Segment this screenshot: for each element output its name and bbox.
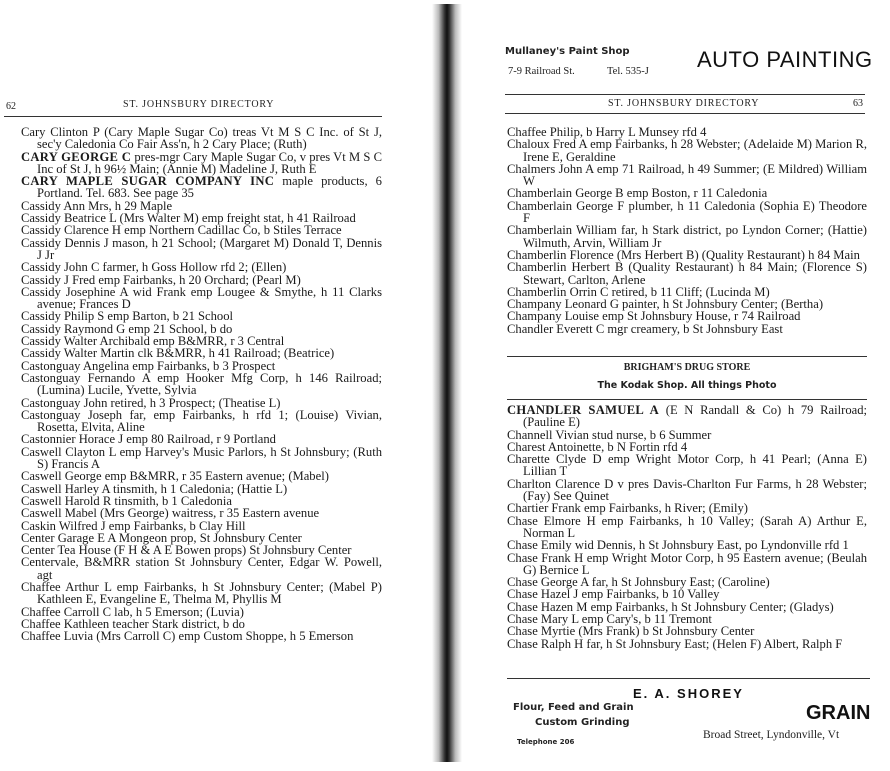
left-page: [0, 0, 410, 771]
ad-line-1: Flour, Feed and Grain: [513, 702, 634, 713]
entry-text: Channell Vivian stud nurse, b 6 Summer: [507, 427, 712, 442]
ad-headline: GRAIN: [806, 702, 871, 724]
ad-address: 7-9 Railroad St.: [508, 66, 575, 77]
entry-text: Chaffee Kathleen teacher Stark district, b do: [21, 616, 245, 631]
ad-rule: [507, 678, 870, 679]
ad-business-name: BRIGHAM'S DRUG STORE: [623, 362, 751, 373]
entry-text: Cassidy Josephine A wid Frank emp Lougee & Smythe, h 11 Clarks avenue; Frances D: [21, 284, 382, 312]
entry-text: Castonguay Angelina emp Fairbanks, b 3 Prospect: [21, 358, 276, 373]
entry-text: Castonguay John retired, h 3 Prospect; (Theatise L): [21, 395, 281, 410]
directory-entry: [507, 453, 867, 478]
entry-text: Castonguay Fernando A emp Hooker Mfg Corp, h 146 Railroad; (Lumina) Lucile, Yvette, Sylvia: [21, 370, 382, 398]
directory-entries-top: [507, 126, 867, 335]
directory-entry: [507, 200, 867, 225]
entry-text: Cassidy Raymond G emp 21 School, b do: [21, 321, 233, 336]
ad-phone: Telephone 206: [517, 738, 575, 746]
entry-text: Chase Myrtie (Mrs Frank) b St Johnsbury Center: [507, 624, 755, 639]
directory-entry: [507, 261, 867, 286]
entry-text: Cassidy John C farmer, h Goss Hollow rfd 2; (Ellen): [21, 260, 287, 275]
entry-text: Chartier Frank emp Fairbanks, h River; (Emily): [507, 501, 748, 516]
entry-text: Chamberlain William far, h Stark district, po Lyndon Corner; (Hattie) Wilmuth, Arvin, William Jr: [507, 223, 867, 250]
entry-text: Chaffee Carroll C lab, h 5 Emerson; (Luvia): [21, 604, 244, 619]
directory-entry: [21, 175, 382, 200]
entry-text: Chalmers John A emp 71 Railroad, h 49 Summer; (E Mildred) William W: [507, 161, 867, 189]
entry-text: Cassidy Philip S emp Barton, b 21 School: [21, 309, 234, 324]
entry-text: Chase Emily wid Dennis, h St Johnsbury East, po Lyndonville rfd 1: [507, 538, 849, 553]
header-rule: [505, 113, 865, 114]
directory-entries: [21, 126, 382, 642]
ad-phone: Tel. 535-J: [607, 66, 649, 77]
entry-text: Cassidy Walter Archibald emp B&MRR, r 3 Central: [21, 334, 285, 349]
entry-text: Chamberlain George B emp Boston, r 11 Caledonia: [507, 186, 768, 201]
entry-text: maple products, 6 Portland. Tel. 683. See page 35: [37, 174, 382, 201]
directory-entry: [507, 163, 867, 188]
entry-text: Castonguay Joseph far, emp Fairbanks, h rfd 1; (Louise) Vivian, Rosetta, Elvita, Aline: [21, 407, 382, 435]
entry-text: Cassidy Ann Mrs, h 29 Maple: [21, 198, 173, 213]
entry-text: Chamberlin Orrin C retired, b 11 Cliff; (Lucinda M): [507, 284, 770, 299]
entry-text: Chamberlin Florence (Mrs Herbert B) (Quality Restaurant) h 84 Main: [507, 247, 860, 262]
ad-line-2: Custom Grinding: [535, 717, 630, 728]
entry-text: Centervale, B&MRR station St Johnsbury Center, Edgar W. Powell, agt: [21, 555, 382, 582]
entry-text: Charlton Clarence D v pres Davis-Charlton Fur Farms, h 28 Webster; (Fay) See Quinet: [507, 476, 867, 504]
entry-name-bold: CARY GEORGE C: [21, 149, 132, 164]
directory-entry: [21, 630, 382, 642]
entry-text: Chase Mary L emp Cary's, b 11 Tremont: [507, 612, 712, 627]
directory-entries-bottom: [507, 404, 867, 650]
ad-headline: AUTO PAINTING: [697, 47, 873, 72]
ad-rule-bottom: [507, 399, 867, 400]
entry-text: Charest Antoinette, b N Fortin rfd 4: [507, 439, 688, 454]
entry-text: Chase George A far, h St Johnsbury East; (Caroline): [507, 575, 770, 590]
entry-text: Center Garage E A Mongeon prop, St Johnsbury Center: [21, 530, 302, 545]
ad-tagline: The Kodak Shop. All things Photo: [597, 380, 777, 391]
entry-text: Cassidy Walter Martin clk B&MRR, h 41 Railroad; (Beatrice): [21, 346, 335, 361]
entry-text: Cassidy Clarence H emp Northern Cadillac Co, b Stiles Terrace: [21, 223, 342, 238]
directory-entry: [507, 404, 867, 429]
entry-text: Champany Leonard G painter, h St Johnsbury Center; (Bertha): [507, 297, 824, 312]
directory-entry: [507, 638, 867, 650]
entry-name-bold: CHANDLER SAMUEL A: [507, 403, 660, 417]
entry-text: Cassidy Beatrice L (Mrs Walter M) emp freight stat, h 41 Railroad: [21, 211, 356, 226]
entry-name-bold: CARY MAPLE SUGAR COMPANY INC: [21, 174, 275, 189]
entry-text: (E N Randall & Co) h 79 Railroad; (Pauline E): [523, 403, 867, 430]
ad-rule: [505, 94, 865, 95]
right-page: [495, 0, 890, 771]
directory-entry: [507, 515, 867, 540]
entry-text: Cassidy J Fred emp Fairbanks, h 20 Orchard; (Pearl M): [21, 272, 301, 287]
entry-text: Caswell Mabel (Mrs George) waitress, r 35 Eastern avenue: [21, 506, 320, 521]
entry-text: Chamberlin Herbert B (Quality Restaurant) h 84 Main; (Florence S) Stewart, Carlton, Arlene: [507, 260, 867, 287]
entry-text: Chase Hazen M emp Fairbanks, h St Johnsbury Center; (Gladys): [507, 599, 834, 614]
header-rule: [4, 116, 382, 117]
entry-text: Caswell George emp B&MRR, r 35 Eastern avenue; (Mabel): [21, 469, 329, 484]
entry-text: Chase Elmore H emp Fairbanks, h 10 Valley; (Sarah A) Arthur E, Norman L: [507, 513, 867, 540]
running-head: ST. JOHNSBURY DIRECTORY: [608, 98, 760, 109]
directory-entry: [21, 409, 382, 434]
directory-entry: [21, 556, 382, 581]
entry-text: Caswell Clayton L emp Harvey's Music Parlors, h St Johnsbury; (Ruth S) Francis A: [21, 444, 382, 472]
entry-text: Caskin Wilfred J emp Fairbanks, b Clay Hill: [21, 518, 246, 533]
directory-entry: [21, 446, 382, 471]
page-number: 63: [853, 98, 863, 109]
entry-text: Champany Louise emp St Johnsbury House, r 74 Railroad: [507, 309, 801, 324]
entry-text: Caswell Harley A tinsmith, h 1 Caledonia; (Hattie L): [21, 481, 288, 496]
entry-text: Chandler Everett C mgr creamery, b St Johnsbury East: [507, 321, 783, 336]
ad-business-name: E. A. SHOREY: [633, 686, 744, 701]
entry-text: Chaffee Philip, b Harry L Munsey rfd 4: [507, 125, 707, 139]
directory-entry: [21, 237, 382, 262]
ad-address: Broad Street, Lyndonville, Vt: [703, 729, 840, 741]
entry-text: Charette Clyde D emp Wright Motor Corp, h 41 Pearl; (Anna E) Lillian T: [507, 452, 867, 479]
directory-entry: [21, 286, 382, 311]
directory-entry: [21, 372, 382, 397]
entry-text: Chamberlain George F plumber, h 11 Caledonia (Sophia E) Theodore F: [507, 198, 867, 226]
entry-text: Center Tea House (F H & A E Bowen props) St Johnsbury Center: [21, 543, 352, 558]
ad-business-name: Mullaney's Paint Shop: [505, 46, 630, 57]
book-spine: [432, 4, 462, 762]
directory-entry: [507, 478, 867, 503]
directory-entry: [507, 323, 867, 335]
entry-text: Caswell Harold R tinsmith, b 1 Caledonia: [21, 493, 232, 508]
directory-entry: [21, 126, 382, 151]
entry-text: Chase Ralph H far, h St Johnsbury East; (Helen F) Albert, Ralph F: [507, 636, 843, 651]
directory-entry: [21, 151, 382, 176]
page-number: 62: [6, 101, 16, 112]
entry-text: Cassidy Dennis J mason, h 21 School; (Margaret M) Donald T, Dennis J Jr: [21, 235, 382, 262]
entry-text: Chaloux Fred A emp Fairbanks, h 28 Webster; (Adelaide M) Marion R, Irene E, Geraldine: [507, 137, 867, 164]
directory-entry: [507, 224, 867, 249]
entry-text: Cary Clinton P (Cary Maple Sugar Co) treas Vt M S C Inc. of St J, sec'y Caledonia Co Fair Ass'n, h 2 Cary Place; (Ruth): [21, 125, 382, 152]
running-head: ST. JOHNSBURY DIRECTORY: [123, 99, 275, 110]
entry-text: Chaffee Luvia (Mrs Carroll C) emp Custom Shoppe, h 5 Emerson: [21, 629, 354, 644]
ad-rule-top: [507, 356, 867, 357]
directory-entry: [507, 552, 867, 577]
entry-text: Chaffee Arthur L emp Fairbanks, h St Johnsbury Center; (Mabel P) Kathleen E, Evangeline E, Thelma M, Phyllis M: [21, 579, 382, 607]
directory-entry: [507, 138, 867, 163]
entry-text: Chase Frank H emp Wright Motor Corp, h 95 Eastern avenue; (Beulah G) Bernice L: [507, 550, 867, 577]
entry-text: pres-mgr Cary Maple Sugar Co, v pres Vt M S C Inc of St J, h 96½ Main; (Annie M) Madeline J, Ruth E: [37, 149, 382, 176]
entry-text: Castonnier Horace J emp 80 Railroad, r 9 Portland: [21, 432, 276, 447]
directory-entry: [21, 581, 382, 606]
entry-text: Chase Hazel J emp Fairbanks, b 10 Valley: [507, 587, 720, 602]
